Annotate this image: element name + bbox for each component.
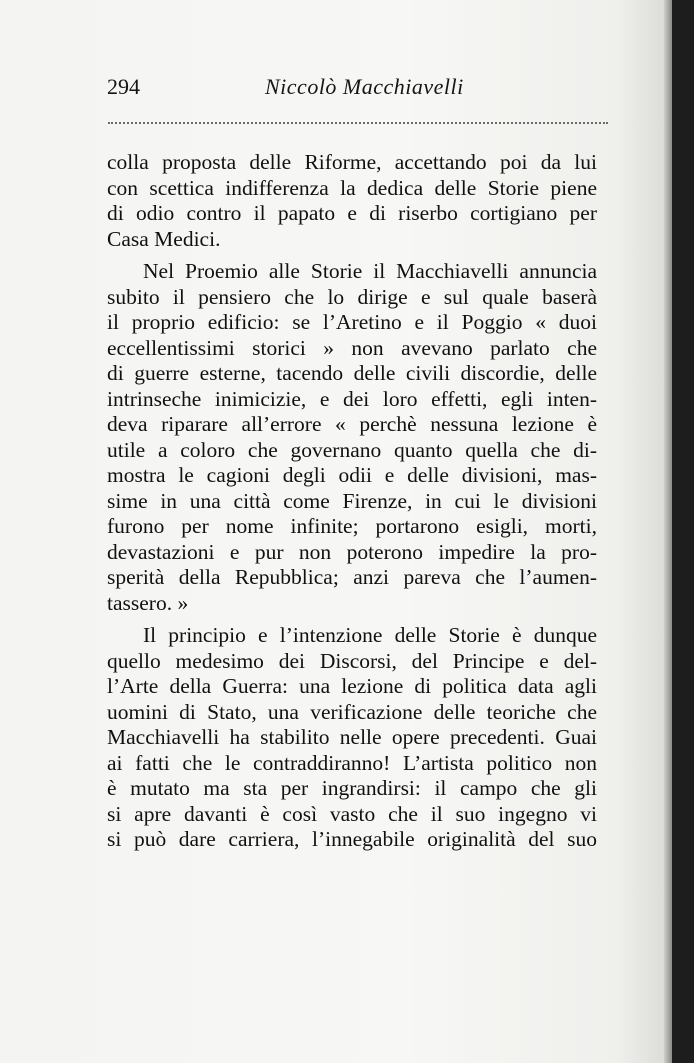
text-line: si apre davanti è così vasto che il suo ingegno vi: [107, 801, 597, 826]
text-line: è mutato ma sta per ingrandirsi: il campo che gli: [107, 776, 597, 800]
body-text: [107, 150, 597, 853]
text-line: con scettica indifferenza la dedica delle Storie piene: [107, 175, 597, 200]
text-line: di guerre esterne, tacendo delle civili discordie, delle: [107, 361, 597, 385]
text-line: intrinseche inimicizie, e dei loro effetti, egli inten-: [107, 386, 597, 411]
paragraph: [107, 259, 597, 616]
header-rule: [108, 122, 608, 124]
text-line: Il principio e l’intenzione delle Storie è dunque: [143, 623, 597, 647]
text-line: mostra le cagioni degli odii e delle divisioni, mas-: [107, 463, 597, 487]
text-line: sime in una città come Firenze, in cui le divisioni: [107, 488, 597, 513]
text-line: l’Arte della Guerra: una lezione di politica data agli: [107, 674, 597, 698]
text-line: quello medesimo dei Discorsi, del Principe e del-: [107, 648, 597, 673]
text-line: il proprio edificio: se l’Aretino e il Poggio « duoi: [107, 310, 597, 334]
page-number: 294: [107, 74, 140, 99]
text-line: furono per nome infinite; portarono esigli, morti,: [107, 514, 597, 538]
text-line: colla proposta delle Riforme, accettando poi da lui: [107, 150, 597, 174]
text-line: devastazioni e pur non poterono impedire la pro-: [107, 539, 597, 564]
text-line: Casa Medici.: [107, 226, 221, 251]
text-line: Nel Proemio alle Storie il Macchiavelli annuncia: [143, 259, 597, 283]
page-header: [107, 70, 607, 110]
text-line: sperità della Repubblica; anzi pareva che l’aumen-: [107, 565, 597, 589]
text-line: tassero. »: [107, 590, 189, 615]
text-line: si può dare carriera, l’innegabile originalità del suo: [107, 827, 597, 851]
text-line: deva riparare all’errore « perchè nessuna lezione è: [107, 412, 597, 436]
text-line: utile a coloro che governano quanto quella che di-: [107, 437, 597, 462]
page-edge-shadow: [664, 0, 672, 1063]
paragraph: [107, 150, 597, 252]
paragraph: [107, 623, 597, 853]
text-line: Macchiavelli ha stabilito nelle opere precedenti. Guai: [107, 725, 597, 749]
text-line: subito il pensiero che lo dirige e sul quale baserà: [107, 284, 597, 309]
text-line: ai fatti che le contraddiranno! L’artista politico non: [107, 750, 597, 775]
text-line: di odio contro il papato e di riserbo cortigiano per: [107, 201, 597, 225]
text-line: uomini di Stato, una verificazione delle teoriche che: [107, 699, 597, 724]
running-head: Niccolò Macchiavelli: [265, 74, 464, 99]
text-line: eccellentissimi storici » non avevano parlato che: [107, 335, 597, 360]
